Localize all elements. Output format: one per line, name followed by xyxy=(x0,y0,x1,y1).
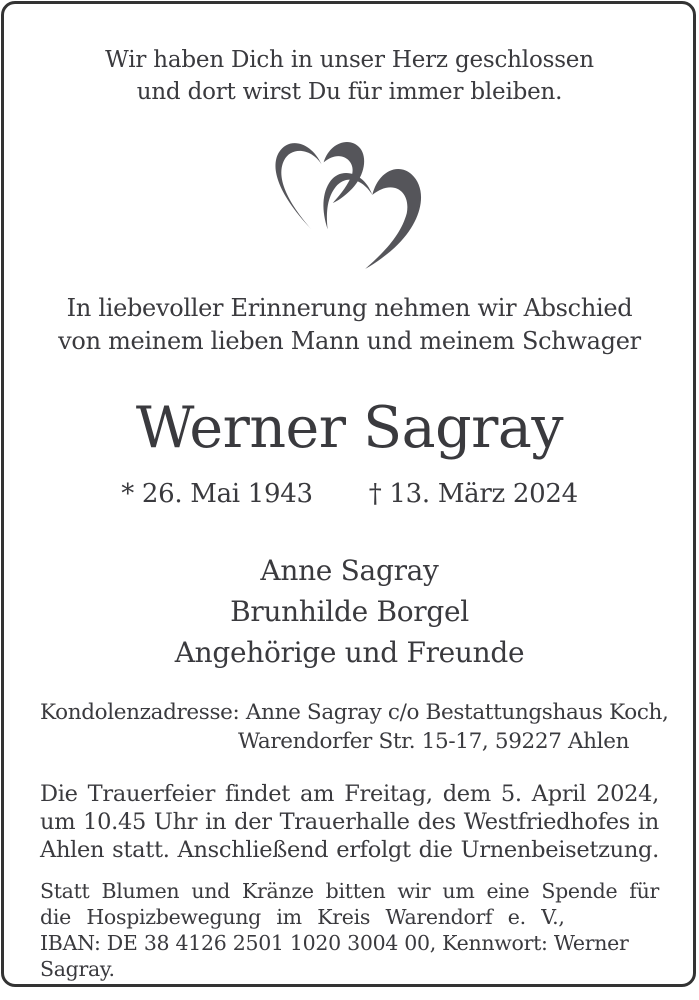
deceased-name: Werner Sagray xyxy=(135,395,564,461)
mourners-closing: Angehörige und Freunde xyxy=(174,636,525,669)
two-hearts-icon xyxy=(268,134,432,276)
epigraph-line-2: und dort wirst Du für immer bleiben. xyxy=(136,79,563,105)
death-date: † 13. März 2024 xyxy=(368,479,578,509)
obituary-card xyxy=(1,1,696,987)
mourner-name: Anne Sagray xyxy=(260,554,439,587)
mourner-name: Brunhilde Borgel xyxy=(230,595,469,628)
funeral-line-3: Ahlen statt. Anschließend erfolgt die Urnenbeisetzung. xyxy=(40,837,659,863)
funeral-line-1: Die Trauerfeier findet am Freitag, dem 5. April 2024, xyxy=(40,781,659,807)
intro-line-1: In liebevoller Erinnerung nehmen wir Abschied xyxy=(66,294,633,322)
condolence-line-2: Warendorfer Str. 15-17, 59227 Ahlen xyxy=(238,729,630,754)
condolence-line-1: Kondolenzadresse: Anne Sagray c/o Bestattungshaus Koch, xyxy=(40,700,669,725)
hearts-graphic-container xyxy=(40,134,659,280)
donation-line-2: die Hospizbewegung im Kreis Warendorf e. V., xyxy=(40,905,565,929)
mourners-list xyxy=(40,550,659,673)
donation-line-1: Statt Blumen und Kränze bitten wir um eine Spende für xyxy=(40,879,659,903)
funeral-line-2: um 10.45 Uhr in der Trauerhalle des Westfriedhofes in xyxy=(40,809,659,835)
life-dates xyxy=(40,478,659,510)
donation-iban-line: IBAN: DE 38 4126 2501 1020 3004 00, Kennwort: Werner Sagray. xyxy=(40,931,629,981)
condolence-address xyxy=(40,698,669,756)
intro-line-2: von meinem lieben Mann und meinem Schwager xyxy=(58,327,641,355)
intro-text xyxy=(40,292,659,358)
donation-info xyxy=(40,878,659,982)
epigraph-line-1: Wir haben Dich in unser Herz geschlossen xyxy=(105,47,594,73)
birth-date: * 26. Mai 1943 xyxy=(121,479,313,509)
epigraph xyxy=(40,44,659,108)
funeral-info xyxy=(40,780,659,864)
